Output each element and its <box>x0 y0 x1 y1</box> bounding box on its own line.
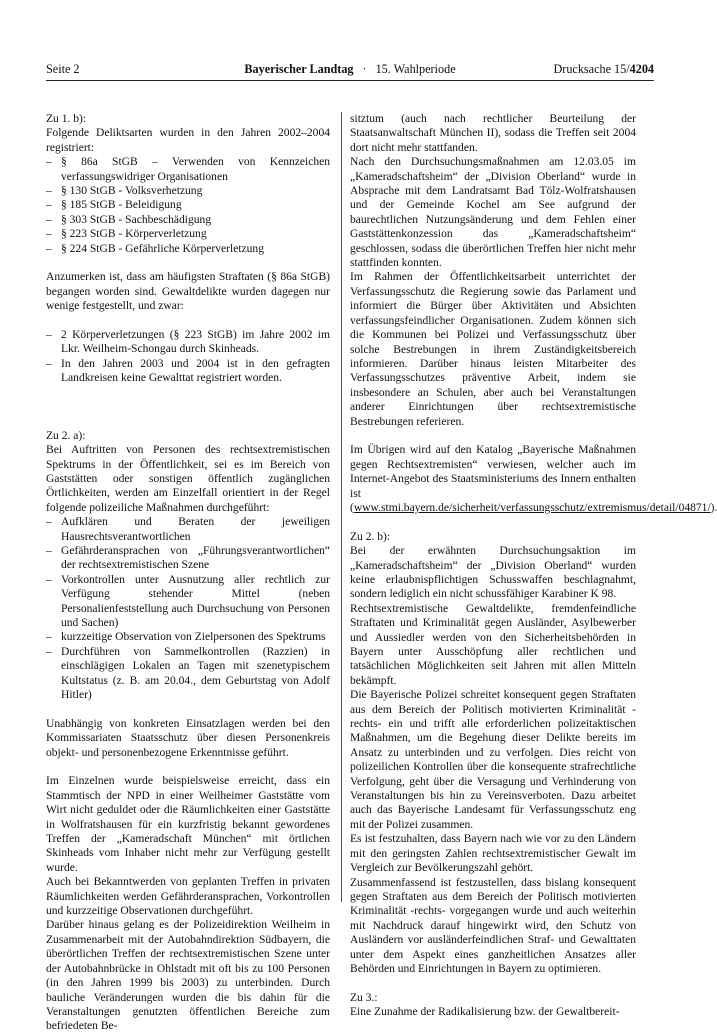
list-item: – § 224 StGB - Gefährliche Körperverletzung <box>46 242 330 256</box>
list-item: – Aufklären und Beraten der jeweiligen Hausrechtsverantwortlichen <box>46 515 330 544</box>
list-item: – § 223 StGB - Körperverletzung <box>46 227 330 241</box>
header-separator: · <box>362 62 367 76</box>
paragraph: Darüber hinaus gelang es der Polizeidirektion Weilheim in Zusammenarbeit mit der Autobahndirektion Südbayern, die überörtlichen Treffen der rechtsextremistischen Szene unter der Autobahnbrücke in Ohlstadt mit oft bis zu 100 Personen (in den Jahren 1999 bis 2003) zu unterbinden. Durch bauliche Veränderungen wurden die bis dahin für die Veranstaltungen genutzten öffentlichen Bereiche zum befriedeten Be- <box>46 919 330 1033</box>
list-item: – In den Jahren 2003 und 2004 ist in den gefragten Landkreisen keine Gewalttat registriert worden. <box>46 357 330 386</box>
column-divider <box>341 112 342 902</box>
section-heading: Zu 3.: <box>350 991 378 1004</box>
page-number: Seite 2 <box>46 62 80 76</box>
paragraph: Zusammenfassend ist festzustellen, dass bislang konsequent gegen Straftaten aus dem Bereich der Politisch motivierten Kriminalität -rechts- vorgegangen wurde und auch weiterhin mit Nachdruck darauf hingewirkt wird, den Schutz von Ausländern vor ausländerfeindlichen Straf- und Gewalttaten unter dem Aspekt eines ganzheitlichen Ansatzes aller Behörden und Einrichtungen in Bayern zu optimieren. <box>350 876 636 975</box>
header-rule <box>46 80 654 81</box>
paragraph: Es ist festzuhalten, dass Bayern nach wie vor zu den Ländern mit den geringsten Zahlen rechtsextremistischer Gewalt im Vergleich zur Bevölkerungszahl gehört. <box>350 833 636 875</box>
document-number: Drucksache 15/4204 <box>553 62 654 76</box>
list-item: – kurzzeitige Observation von Zielpersonen des Spektrums <box>46 630 330 644</box>
list-item: – § 130 StGB - Volksverhetzung <box>46 184 330 198</box>
paragraph: Die Bayerische Polizei schreitet konsequent gegen Straftaten aus dem Bereich der Politisch motivierten Kriminalität - rechts- ein und trifft alle erforderlichen polizeitaktischen Maßnahmen, um die Begehung dieser Delikte bereits im Ansatz zu unterbinden und zu verfolgen. Dies reicht von polizeilichen Kontrollen über die konsequente strafrechtliche Verfolgung, geht über die Versagung und Verhinderung von Veranstaltungen bis hin zu Vereinsverboten. Dazu arbeitet auch das Bayerische Landesamt für Verfassungsschutz eng mit der Polizei zusammen. <box>350 689 636 831</box>
paragraph: Unabhängig von konkreten Einsatzlagen werden bei den Kommissariaten Staatsschutz über diesen Personenkreis objekt- und personenbezogene Erkenntnisse geführt. <box>46 717 330 759</box>
list-item: – § 185 StGB - Beleidigung <box>46 198 330 212</box>
left-column <box>46 112 330 1034</box>
list-item: – Vorkontrollen unter Ausnutzung aller rechtlich zur Verfügung stehender Mittel (neben Personalienfeststellung auch Durchsuchung von Personen und Sachen) <box>46 573 330 631</box>
ministry-link[interactable]: www.stmi.bayern.de/sicherheit/verfassungsschutz/extremismus/detail/04871/ <box>353 501 711 514</box>
paragraph: Folgende Deliktsarten wurden in den Jahren 2002–2004 registriert: <box>46 127 330 154</box>
paragraph: Bei Auftritten von Personen des rechtsextremistischen Spektrums in der Öffentlichkeit, sei es im Bereich von Gaststätten oder sonstigen öffentlich zugänglichen Örtlichkeiten, werden am Einzelfall orientiert in der Regel folgende polizeiliche Maßnahmen durchgeführt: <box>46 444 330 514</box>
paragraph: Rechtsextremistische Gewaltdelikte, fremdenfeindliche Straftaten und Kriminalität gegen Ausländer, Asylbewerber und Aussiedler werden von den Sicherheitsbehörden in Bayern unter Ausschöpfung aller rechtlichen und tatsächlichen Möglichkeiten seit Jahren mit allen Mitteln bekämpft. <box>350 602 636 687</box>
paragraph: sitztum (auch nach rechtlicher Beurteilung der Staatsanwaltschaft München II), sodass die Treffen seit 2004 dort nicht mehr stattfanden. <box>350 113 636 154</box>
parliament-name: Bayerischer Landtag <box>244 62 354 76</box>
list-item: – Durchführen von Sammelkontrollen (Razzien) in einschlägigen Lokalen an Tagen mit szenetypischem Kultstatus (z. B. am 20.04., dem Geburtstag von Adolf Hitler) <box>46 645 330 703</box>
list-item: – 2 Körperverletzungen (§ 223 StGB) im Jahre 2002 im Lkr. Weilheim-Schongau durch Skinheads. <box>46 328 330 357</box>
paragraph: Eine Zunahme der Radikalisierung bzw. der Gewaltbereit- <box>350 1006 620 1019</box>
paragraph: Auch bei Bekanntwerden von geplanten Treffen in privaten Räumlichkeiten werden Gefährderansprachen, Vorkontrollen und kurzzeitige Observationen durchgeführt. <box>46 876 330 918</box>
paragraph: Im Rahmen der Öffentlichkeitsarbeit unterrichtet der Verfassungsschutz die Regierung sowie das Parlament und informiert die Bürger über Aktivitäten und Absichten verfassungsfeindlicher Organisationen. Zudem können sich die Kommunen bei Polizei und Verfassungsschutz über solche Bestrebungen in ihrem Zuständigkeitsbereich informieren. Darüber hinaus leisten Mitarbeiter des Verfassungsschutzes präventive Arbeit, indem sie insbesondere an Schulen, aber auch bei Veranstaltungen anderer Einrichtungen über rechtsextremistische Bestrebungen referieren. <box>350 271 636 428</box>
measures-list <box>46 515 330 702</box>
list-item: – Gefährderansprachen von „Führungsverantwortlichen“ der rechtsextremistischen Szene <box>46 544 330 573</box>
right-column <box>350 112 717 1020</box>
offense-list <box>46 155 330 256</box>
paragraph: Bei der erwähnten Durchsuchungsaktion im „Kameradschaftsheim“ der „Division Oberland“ wurden keine erlaubnispflichtigen Schusswaffen beschlagnahmt, sondern lediglich ein nicht schussfähiger Karabiner K 98. <box>350 545 636 601</box>
list-item: – § 303 StGB - Sachbeschädigung <box>46 213 330 227</box>
section-heading: Zu 1. b): <box>46 113 87 125</box>
paragraph: Im Einzelnen wurde beispielsweise erreicht, dass ein Stammtisch der NPD in einer Weilheimer Gaststätte vom Wirt nicht geduldet oder die Räumlichkeiten einer Gaststätte in Wolfratshausen für ein kurzfristig bekannt gewordenes Treffen der „Kameradschaft München“ mit örtlichen Skinheads vom Inhaber nicht mehr zur Verfügung gestellt wurde. <box>46 775 330 874</box>
violence-list <box>46 328 330 386</box>
paragraph: Nach den Durchsuchungsmaßnahmen am 12.03.05 im „Kameradschaftsheim“ der „Division Oberland“ wurde in Absprache mit dem Landratsamt Bad Tölz-Wolfratshausen und der Gemeinde Kochel am See aufgrund der baurechtlichen Nutzungsänderung und dem Fehlen einer Gaststättenkonzession das „Kameradschaftsheim“ geschlossen, sodass die überörtlichen Treffen hier nicht mehr stattfinden konnten. <box>350 156 636 270</box>
paragraph: Anzumerken ist, dass am häufigsten Straftaten (§ 86a StGB) begangen worden sind. Gewaltdelikte wurden dagegen nur wenige festgestellt, und zwar: <box>46 271 330 313</box>
legislative-period: 15. Wahlperiode <box>375 62 456 76</box>
list-item: – § 86a StGB – Verwenden von Kennzeichen verfassungswidriger Organisationen <box>46 155 330 184</box>
paragraph: Im Übrigen wird auf den Katalog „Bayerische Maßnahmen gegen Rechtsextremisten“ verwiesen, welcher auch im Internet-Angebot des Staatsministeriums des Innern enthalten ist (www.stmi.bayern.de/sicherheit/verfassungsschutz/extremismus/detail/04871/). <box>350 444 717 514</box>
section-heading: Zu 2. a): <box>46 429 86 442</box>
section-heading: Zu 2. b): <box>350 530 391 543</box>
page-header <box>46 62 654 80</box>
